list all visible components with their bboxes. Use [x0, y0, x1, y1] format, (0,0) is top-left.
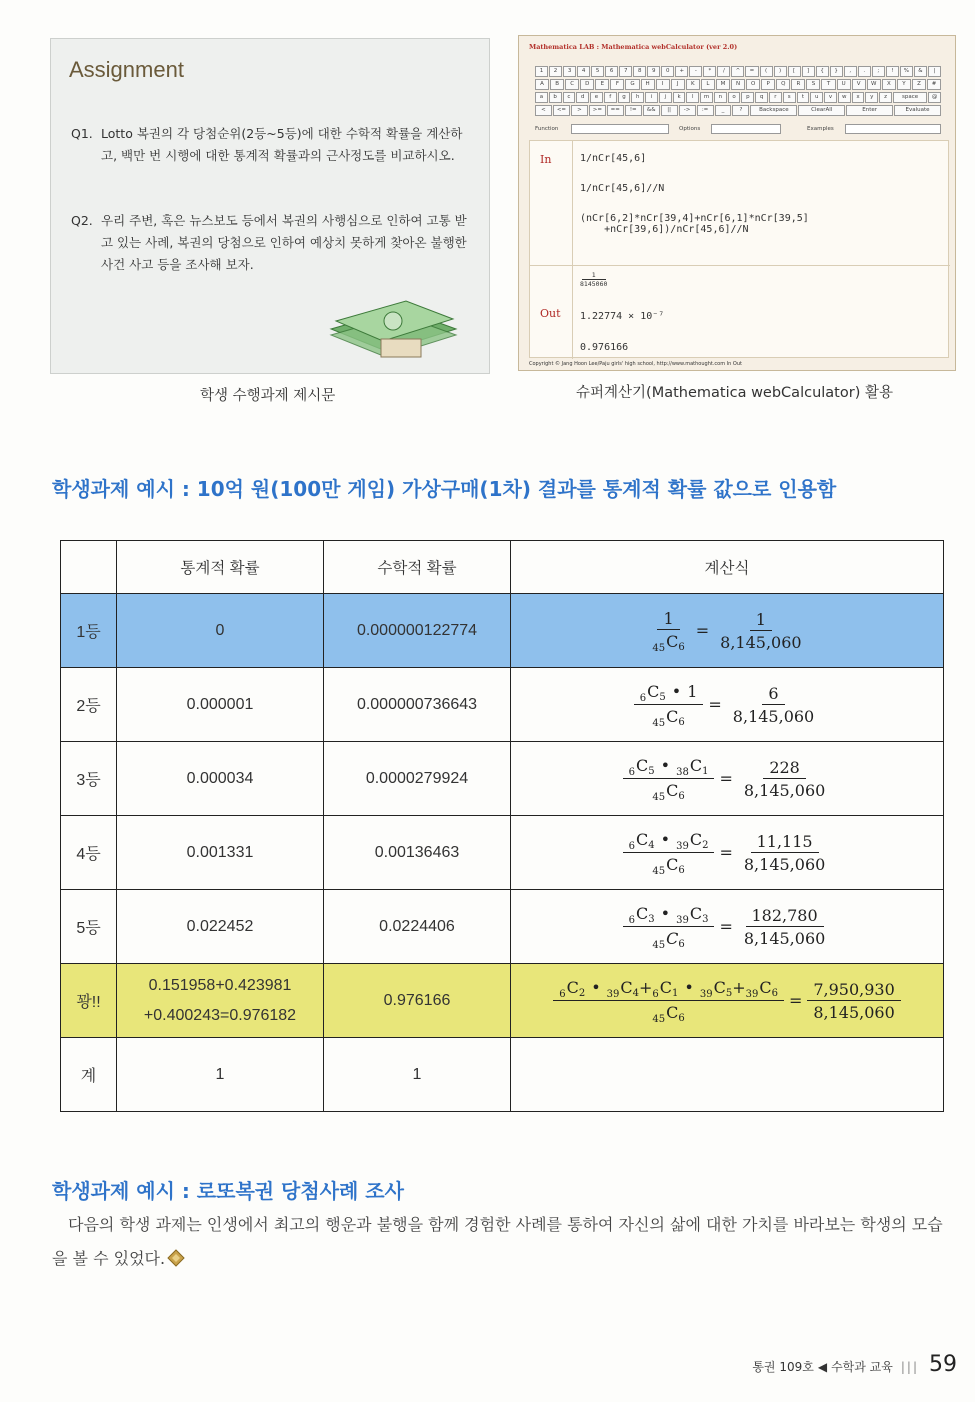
formula-denominator: 8,145,060 — [743, 928, 826, 948]
keypad-key[interactable]: S — [806, 79, 820, 90]
in-label: In — [540, 153, 552, 166]
keypad-key[interactable]: t — [797, 92, 810, 103]
keypad-key[interactable]: I — [656, 79, 670, 90]
formula-numerator: 182,780 — [746, 906, 824, 927]
keypad-key[interactable]: 8 — [633, 66, 646, 77]
rank-cell: 꽝!! — [61, 964, 117, 1038]
keypad-key[interactable]: W — [867, 79, 881, 90]
keypad-key[interactable]: m — [700, 92, 713, 103]
question-2-number: Q2. — [71, 213, 93, 228]
keypad-key[interactable]: U — [837, 79, 851, 90]
rank-cell: 3등 — [61, 742, 117, 816]
keypad-key[interactable]: 2 — [549, 66, 562, 77]
assignment-card — [50, 38, 490, 374]
formula-rank-5: $\frac{_6C_3 • _{39}C_3}{_{45}C_6}$ = $\frac{182,780}{8,145,060}$ — [620, 904, 835, 950]
question-1-number: Q1. — [71, 126, 93, 141]
question-1 — [71, 123, 476, 167]
keypad-key[interactable]: u — [810, 92, 823, 103]
statistical-cell: 0.022452 — [117, 890, 324, 964]
keypad-key[interactable]: N — [731, 79, 745, 90]
mathematical-cell: 0.000000736643 — [324, 668, 511, 742]
keypad-key[interactable]: [ — [788, 66, 801, 77]
keypad-row — [535, 105, 941, 116]
keypad-key[interactable]: w — [838, 92, 851, 103]
rank-cell: 계 — [61, 1038, 117, 1112]
io-divider-vertical — [572, 141, 573, 359]
calculator-title: Mathematica LAB : Mathematica webCalculator (ver 2.0) — [529, 43, 738, 51]
calculator-footer: Copyright © Jang Hoon Lee/Paju girls' high school, http://www.mathought.com In Out — [529, 361, 742, 367]
keypad-key[interactable]: >= — [589, 105, 606, 116]
keypad-key[interactable]: Z — [912, 79, 926, 90]
keypad-key[interactable]: c — [563, 92, 576, 103]
keypad-key[interactable]: - — [689, 66, 702, 77]
keypad-key[interactable]: f — [604, 92, 617, 103]
keypad-key[interactable]: / — [717, 66, 730, 77]
statistical-cell: 0.000034 — [117, 742, 324, 816]
keypad-key[interactable]: % — [900, 66, 913, 77]
header-cell-mathematical: 수학적 확률 — [324, 541, 511, 594]
header-cell-statistical: 통계적 확률 — [117, 541, 324, 594]
keypad-key[interactable]: { — [816, 66, 829, 77]
keypad-key[interactable]: C — [565, 79, 579, 90]
formula-rank-3: $\frac{_6C_5 • _{38}C_1}{_{45}C_6}$ = $\frac{228}{8,145,060}$ — [620, 756, 835, 802]
keypad-key[interactable]: || — [661, 105, 678, 116]
keypad-key[interactable]: 3 — [563, 66, 576, 77]
keypad-key[interactable]: R — [791, 79, 805, 90]
keypad-key[interactable]: ! — [886, 66, 899, 77]
keypad-key[interactable]: Enter — [846, 105, 893, 116]
mathematical-cell: 0.00136463 — [324, 816, 511, 890]
keypad-key[interactable]: , — [844, 66, 857, 77]
footer-bars-icon: ||| — [900, 1360, 919, 1374]
calculator-keypad — [535, 66, 941, 118]
keypad-key[interactable]: 0 — [661, 66, 674, 77]
options-select[interactable] — [711, 124, 781, 134]
table-row — [61, 668, 944, 742]
function-select[interactable] — [571, 124, 669, 134]
keypad-key[interactable]: h — [631, 92, 644, 103]
statistical-cell: 0 — [117, 594, 324, 668]
mathematical-cell: 0.976166 — [324, 964, 511, 1038]
keypad-key[interactable]: b — [549, 92, 562, 103]
keypad-key[interactable]: } — [830, 66, 843, 77]
keypad-key[interactable]: 1 — [535, 66, 548, 77]
keypad-key[interactable]: D — [580, 79, 594, 90]
output-line-2: 0.976166 — [580, 342, 629, 353]
triangle-left-icon: ◀ — [817, 1360, 828, 1374]
keypad-row — [535, 79, 941, 90]
rank-cell: 1등 — [61, 594, 117, 668]
input-line-1: 1/nCr[45,6] — [580, 153, 647, 164]
rank-cell: 5등 — [61, 890, 117, 964]
keypad-key[interactable]: H — [641, 79, 655, 90]
mathematical-cell: 0.0224406 — [324, 890, 511, 964]
formula-numerator: 11,115 — [751, 832, 819, 853]
formula-denominator: 8,145,060 — [732, 706, 815, 726]
section-heading-virtual-purchase: 학생과제 예시 : 10억 원(100만 게임) 가상구매(1차) 결과를 통계적 확률 값으로 인용함 — [52, 477, 837, 501]
keypad-key[interactable]: O — [746, 79, 760, 90]
keypad-key[interactable]: + — [675, 66, 688, 77]
keypad-key[interactable]: B — [550, 79, 564, 90]
keypad-key[interactable]: . — [858, 66, 871, 77]
statistical-cell: 0.000001 — [117, 668, 324, 742]
formula-denominator: 8,145,060 — [743, 780, 826, 800]
keypad-key[interactable]: ClearAll — [798, 105, 845, 116]
keypad-key[interactable]: z — [879, 92, 892, 103]
keypad-key[interactable]: l — [686, 92, 699, 103]
statistical-cell: 0.001331 — [117, 816, 324, 890]
statistical-cell — [117, 964, 324, 1038]
mathematical-cell: 1 — [324, 1038, 511, 1112]
page-number: 59 — [929, 1352, 957, 1377]
keypad-key[interactable]: < — [535, 105, 552, 116]
keypad-key[interactable]: V — [852, 79, 866, 90]
mathematical-cell: 0.0000279924 — [324, 742, 511, 816]
formula-numerator: 228 — [763, 758, 806, 779]
keypad-key[interactable]: j — [659, 92, 672, 103]
formula-cell — [511, 742, 944, 816]
keypad-key[interactable]: ) — [774, 66, 787, 77]
keypad-row — [535, 66, 941, 77]
keypad-key[interactable]: 6 — [605, 66, 618, 77]
footer-section: 수학과 교육 — [831, 1360, 893, 1374]
statistical-line-1: 0.151958+0.423981 — [148, 976, 292, 994]
keypad-key[interactable]: G — [625, 79, 639, 90]
keypad-key[interactable]: Q — [776, 79, 790, 90]
footer-issue: 통권 109호 — [752, 1360, 814, 1374]
keypad-key[interactable]: := — [697, 105, 714, 116]
table-row — [61, 890, 944, 964]
input-line-2: 1/nCr[45,6]//N — [580, 183, 665, 194]
keypad-key[interactable]: r — [769, 92, 782, 103]
function-label: Function — [535, 126, 559, 132]
out-label: Out — [540, 307, 561, 320]
keypad-key[interactable]: ^ — [731, 66, 744, 77]
output-fraction — [580, 271, 607, 288]
keypad-key[interactable]: s — [783, 92, 796, 103]
formula-rank-1: $\frac{1}{_{45}C_6}$ = $\frac{1}{8,145,060}$ — [643, 609, 810, 653]
input-line-3: (nCr[6,2]*nCr[39,4]+nCr[6,1]*nCr[39,5] +nCr[39,6])/nCr[45,6]//N — [580, 213, 809, 235]
formula-cell — [511, 594, 944, 668]
formula-rank-2: $\frac{_6C_5 • 1}{_{45}C_6}$ = $\frac{6}{8,145,060}$ — [631, 682, 823, 728]
keypad-key[interactable]: ( — [760, 66, 773, 77]
table-row — [61, 816, 944, 890]
keypad-key[interactable]: & — [914, 66, 927, 77]
keypad-key[interactable]: q — [755, 92, 768, 103]
body-paragraph-text: 다음의 학생 과제는 인생에서 최고의 행운과 불행을 함께 경험한 사례를 통하여 자신의 삶에 대한 가치를 바라보는 학생의 모습을 볼 수 있었다. — [52, 1215, 943, 1268]
keypad-key[interactable]: X — [882, 79, 896, 90]
keypad-key[interactable]: A — [535, 79, 549, 90]
mathematical-cell: 0.000000122774 — [324, 594, 511, 668]
keypad-key[interactable]: 4 — [577, 66, 590, 77]
formula-numerator: 6 — [762, 684, 784, 705]
keypad-key[interactable]: n — [714, 92, 727, 103]
rank-cell: 2등 — [61, 668, 117, 742]
keypad-key[interactable]: E — [595, 79, 609, 90]
keypad-key[interactable]: P — [761, 79, 775, 90]
io-divider — [530, 265, 950, 266]
page-footer — [752, 1352, 957, 1377]
formula-cell — [511, 668, 944, 742]
keypad-key[interactable]: F — [610, 79, 624, 90]
assignment-title: Assignment — [69, 57, 184, 82]
question-2-text: 우리 주변, 혹은 뉴스보도 등에서 복권의 사행심으로 인하여 고통 받고 있는 사례, 복권의 당첨으로 인하여 예상치 못하게 찾아온 불행한 사건 사고 등을 조사해 보자. — [101, 213, 467, 272]
calculator-io-panel — [529, 140, 949, 358]
keypad-key[interactable]: Y — [897, 79, 911, 90]
formula-denominator: 8,145,060 — [743, 854, 826, 874]
formula-cell — [511, 964, 944, 1038]
keypad-key[interactable]: 7 — [619, 66, 632, 77]
rank-cell: 4등 — [61, 816, 117, 890]
calculator-screenshot — [518, 35, 956, 371]
statistical-cell: 1 — [117, 1038, 324, 1112]
keypad-key[interactable]: ; — [872, 66, 885, 77]
output-fraction-numerator: 1 — [582, 271, 606, 280]
question-1-text: Lotto 복권의 각 당첨순위(2등~5등)에 대한 수학적 확률을 계산하고, 백만 번 시행에 대한 통계적 확률과의 근사정도를 비교하시오. — [101, 126, 463, 163]
formula-denominator: 8,145,060 — [813, 1002, 895, 1022]
keypad-key[interactable]: > — [571, 105, 588, 116]
formula-rank-4: $\frac{_6C_4 • _{39}C_2}{_{45}C_6}$ = $\frac{11,115}{8,145,060}$ — [620, 830, 835, 876]
examples-select[interactable] — [845, 124, 941, 134]
table-header-row — [61, 541, 944, 594]
keypad-key[interactable]: p — [741, 92, 754, 103]
output-fraction-denominator: 8145060 — [580, 280, 608, 288]
keypad-key[interactable]: i — [645, 92, 658, 103]
formula-denominator: 8,145,060 — [720, 632, 802, 652]
keypad-key[interactable]: ] — [802, 66, 815, 77]
diamond-end-icon — [167, 1249, 185, 1267]
keypad-key[interactable]: Backspace — [750, 105, 797, 116]
keypad-key[interactable]: v — [824, 92, 837, 103]
keypad-key[interactable]: T — [821, 79, 835, 90]
keypad-key[interactable]: e — [590, 92, 603, 103]
header-cell-rank — [61, 541, 117, 594]
examples-label: Examples — [807, 126, 834, 132]
probability-table — [60, 540, 944, 1112]
keypad-key[interactable]: -> — [679, 105, 696, 116]
keypad-key[interactable]: x — [852, 92, 865, 103]
table-row — [61, 1038, 944, 1112]
assignment-caption: 학생 수행과제 제시문 — [200, 388, 336, 404]
keypad-key[interactable]: space — [893, 92, 927, 103]
question-2 — [71, 210, 476, 276]
keypad-key[interactable]: 9 — [647, 66, 660, 77]
keypad-key[interactable]: ? — [732, 105, 749, 116]
statistical-line-2: +0.400243=0.976182 — [143, 1006, 297, 1024]
keypad-key[interactable]: <= — [553, 105, 570, 116]
keypad-key[interactable]: L — [701, 79, 715, 90]
keypad-key[interactable]: a — [535, 92, 548, 103]
keypad-key[interactable]: k — [673, 92, 686, 103]
section-heading-lotto-cases: 학생과제 예시 : 로또복권 당첨사례 조사 — [52, 1179, 404, 1203]
keypad-key[interactable]: # — [927, 79, 941, 90]
keypad-key[interactable]: = — [745, 66, 758, 77]
calculator-options-bar — [535, 124, 941, 136]
keypad-key[interactable]: == — [607, 105, 624, 116]
body-paragraph — [52, 1208, 957, 1276]
keypad-key[interactable]: * — [703, 66, 716, 77]
keypad-key[interactable]: d — [576, 92, 589, 103]
keypad-key[interactable]: | — [928, 66, 941, 77]
keypad-key[interactable]: 5 — [591, 66, 604, 77]
keypad-key[interactable]: Evaluate — [894, 105, 941, 116]
keypad-key[interactable]: && — [643, 105, 660, 116]
keypad-key[interactable]: K — [686, 79, 700, 90]
keypad-key[interactable]: y — [865, 92, 878, 103]
formula-numerator: 1 — [750, 610, 772, 631]
keypad-key[interactable]: != — [625, 105, 642, 116]
table-row — [61, 964, 944, 1038]
formula-cell — [511, 816, 944, 890]
formula-rank-miss: $\frac{_6C_2 • _{39}C_4+_6C_1 • _{39}C_5+_{39}C_6}{_{45}C_6}$ = $\frac{7,950,930}{8,145,060}$ — [550, 978, 904, 1024]
header-cell-formula: 계산식 — [511, 541, 944, 594]
keypad-key[interactable]: M — [716, 79, 730, 90]
keypad-row — [535, 92, 941, 103]
table-row — [61, 594, 944, 668]
keypad-key[interactable]: _ — [715, 105, 732, 116]
keypad-key[interactable]: @ — [928, 92, 941, 103]
money-stack-illustration — [321, 289, 461, 359]
output-line-1: 1.22774 × 10⁻⁷ — [580, 311, 665, 322]
formula-cell — [511, 890, 944, 964]
keypad-key[interactable]: o — [728, 92, 741, 103]
options-label: Options — [679, 126, 701, 132]
keypad-key[interactable]: g — [618, 92, 631, 103]
formula-numerator: 7,950,930 — [807, 980, 900, 1001]
keypad-key[interactable]: J — [671, 79, 685, 90]
formula-cell — [511, 1038, 944, 1112]
calculator-caption: 슈퍼계산기(Mathematica webCalculator) 활용 — [576, 385, 893, 401]
table-row — [61, 742, 944, 816]
